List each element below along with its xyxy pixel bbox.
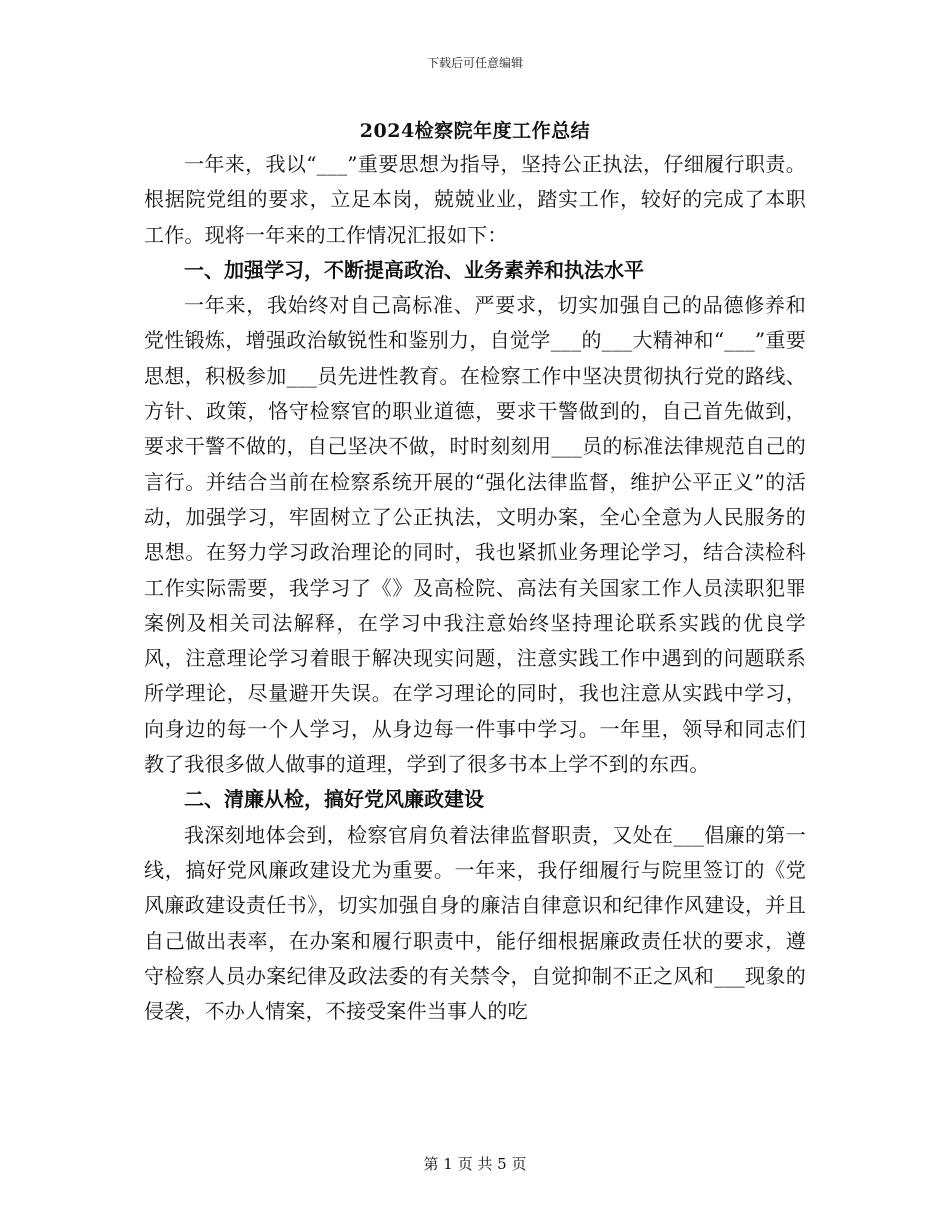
document-title: 2024检察院年度工作总结 — [359, 120, 591, 142]
page-footer: 第 1 页 共 5 页 — [423, 1155, 527, 1173]
page-header-note: 下载后可任意编辑 — [426, 56, 523, 70]
section-2-paragraph: 我深刻地体会到，检察官肩负着法律监督职责，又处在___倡廉的第一线，搞好党风廉政建设尤为重要。一年来，我仔细履行与院里签订的《党风廉政建设责任书》，切实加强自身的廉洁自律意识和纪律作风建设，并且自己做出表率，在办案和履行职责中，能仔细根据廉政责任状的要求，遵守检察人员办案纪律及政法委的有关禁令，自觉抑制不正之风和___现象的侵袭，不办人情案，不接受案件当事人的吃 — [144, 822, 806, 1024]
section-2-heading: 二、清廉从检，搞好党风廉政建设 — [184, 787, 484, 812]
document-body — [144, 147, 806, 1029]
section-1-heading: 一、加强学习，不断提高政治、业务素养和执法水平 — [184, 257, 644, 282]
section-1-paragraph: 一年来，我始终对自己高标准、严要求，切实加强自己的品德修养和党性锻炼，增强政治敏锐性和鉴别力，自觉学___的___大精神和“___”重要思想，积极参加___员先进性教育。在检察工作中坚决贯彻执行党的路线、方针、政策，恪守检察官的职业道德，要求干警做到的，自己首先做到，要求干警不做的，自己坚决不做，时时刻刻用___员的标准法律规范自己的言行。并结合当前在检察系统开展的“强化法律监督，维护公平正义”的活动，加强学习，牢固树立了公正执法，文明办案，全心全意为人民服务的思想。在努力学习政治理论的同时，我也紧抓业务理论学习，结合渎检科工作实际需要，我学习了《》及高检院、高法有关国家工作人员渎职犯罪案例及相关司法解释，在学习中我注意始终坚持理论联系实践的优良学风，注意理论学习着眼于解决现实问题，注意实践工作中遇到的问题联系所学理论，尽量避开失误。在学习理论的同时，我也注意从实践中学习，向身边的每一个人学习，从身边每一件事中学习。一年里，领导和同志们教了我很多做人做事的道理，学到了很多书本上学不到的东西。 — [144, 293, 806, 777]
intro-paragraph: 一年来，我以“___”重要思想为指导，坚持公正执法，仔细履行职责。根据院党组的要求，立足本岗，兢兢业业，踏实工作，较好的完成了本职工作。现将一年来的工作情况汇报如下： — [144, 152, 806, 247]
